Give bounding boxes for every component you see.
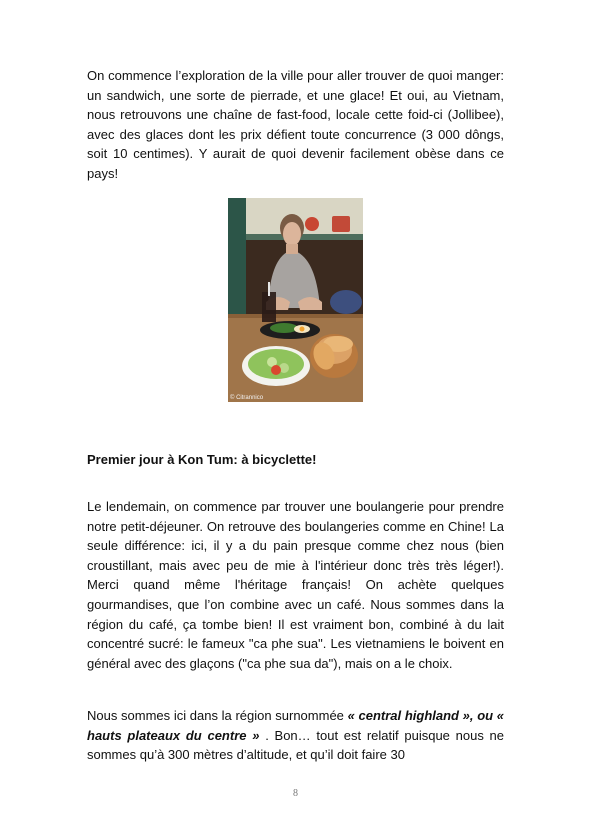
bakery-paragraph: Le lendemain, on commence par trouver une boulangerie pour prendre notre petit-déjeuner. On retrouve des boulangeries comme en Chine! La seule différence: ici, il y a du pain presque comme chez nous (bien croustillant, mais avec peu de mie à l'intérieur donc très très léger!). Merci quand même l'héritage français! On achète quelques gourmandises, que l’on combine avec un café. Nous sommes dans la région du café, ça tombe bien! Il est vraiment bon, combiné à du lait concentré sucré: le fameux "ca phe sua". Les vietnamiens le boivent en général avec des glaçons ("ca phe sua da"), mais on a le choix. bbox=[87, 499, 504, 671]
section-heading: Premier jour à Kon Tum: à bicyclette! bbox=[87, 452, 317, 467]
photo-breakfast-table bbox=[228, 198, 363, 402]
highland-emphasis: « central highland », ou « hauts plateaux du centre » bbox=[87, 708, 504, 743]
highland-text-end: . Bon… tout est relatif puisque nous ne sommes qu’à 300 mètres d’altitude, et qu’il doit faire 30 bbox=[87, 727, 504, 763]
highland-paragraph bbox=[87, 706, 504, 765]
highland-text-start: Nous sommes ici dans la région surnommée bbox=[87, 708, 344, 723]
page-number: 8 bbox=[293, 788, 298, 799]
intro-paragraph: On commence l’exploration de la ville pour aller trouver de quoi manger: un sandwich, une sorte de pierrade, et une glace! Et oui, au Vietnam, nous retrouvons une chaîne de fast-food, locale cette foid-ci (Jollibee), avec des glaces dont les prix défient toute concurrence (3 000 dôngs, soit 10 centimes). Y aurait de quoi devenir facilement obèse dans ce pays! bbox=[87, 68, 504, 181]
photo-illustration bbox=[228, 198, 363, 402]
photo-credit: © Citrannico bbox=[230, 395, 264, 401]
